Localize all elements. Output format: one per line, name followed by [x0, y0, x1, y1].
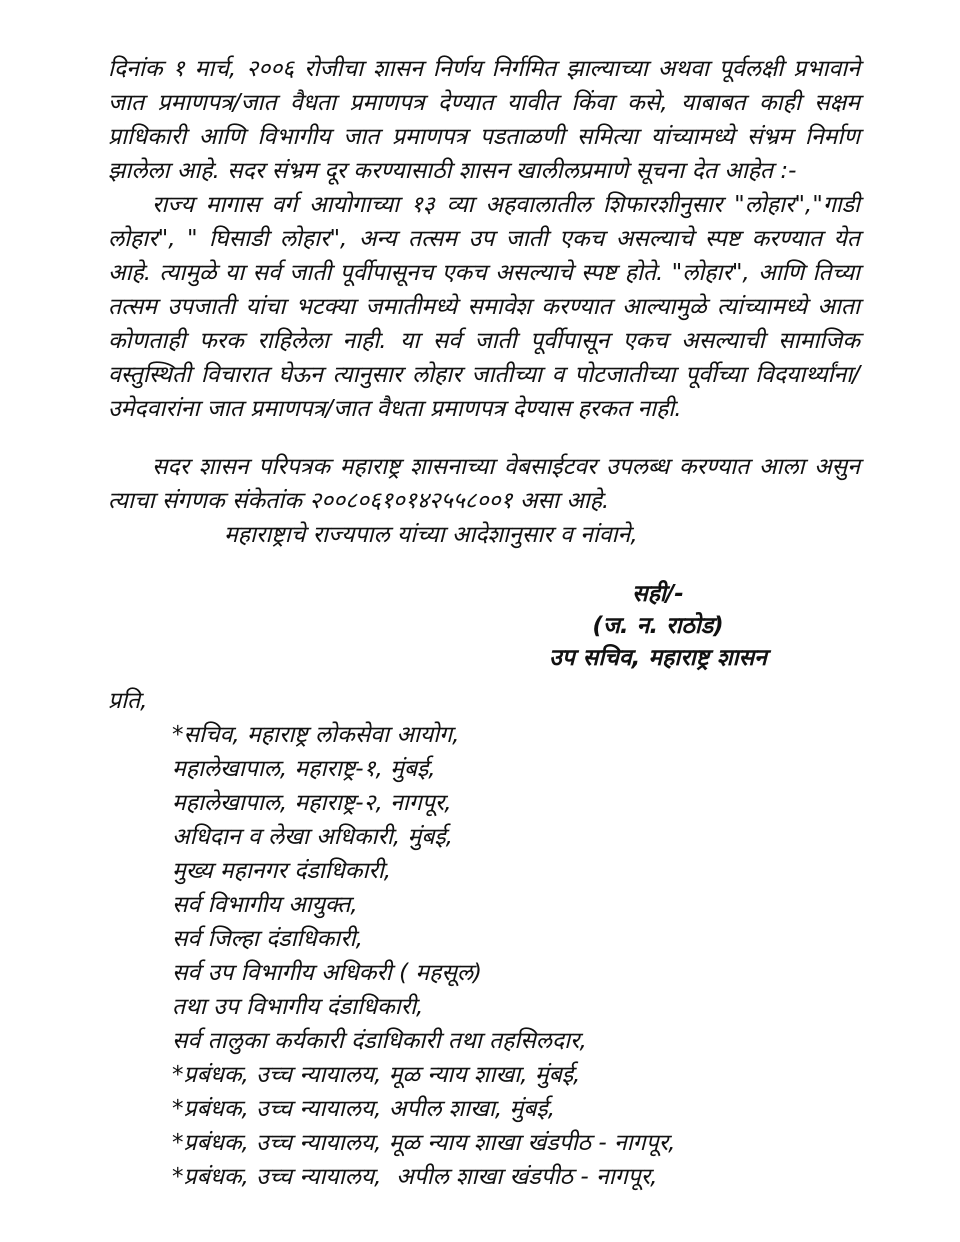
recipient-line: सर्व विभागीय आयुक्त, [172, 892, 358, 918]
copy-to-label: प्रति, [108, 688, 148, 714]
recipient-line: मुख्य महानगर दंडाधिकारी, [172, 858, 392, 884]
recipient-line: सर्व उप विभागीय अधिकरी ( महसूल) [172, 960, 482, 986]
recipient-line: *प्रबंधक, उच्च न्यायालय, मूळ न्याय शाखा खंडपीठ - नागपूर, [172, 1130, 676, 1156]
document-content [108, 52, 860, 1194]
recipient-line: *सचिव, महाराष्ट्र लोकसेवा आयोग, [172, 722, 460, 748]
paragraph-website-reference: सदर शासन परिपत्रक महाराष्ट्र शासनाच्या वेबसाईटवर उपलब्ध करण्यात आला असुन त्याचा संगणक संकेतांक २००८०६१०१४२५५८००१ असा आहे. [108, 454, 860, 514]
recipient-line: *प्रबंधक, उच्च न्यायालय, अपील शाखा, मुंबई, [172, 1096, 556, 1122]
recipient-line: महालेखापाल, महाराष्ट्र-२, नागपूर, [172, 790, 452, 816]
recipient-line: *प्रबंधक, उच्च न्यायालय, अपील शाखा खंडपीठ - नागपूर, [172, 1164, 658, 1190]
signature-signed-label: सही/- [632, 581, 684, 607]
recipient-line: अधिदान व लेखा अधिकारी, मुंबई, [172, 824, 453, 850]
recipient-line: सर्व तालुका कर्यकारी दंडाधिकारी तथा तहसिलदार, [172, 1028, 587, 1054]
recipient-line: महालेखापाल, महाराष्ट्र-१, मुंबई, [172, 756, 436, 782]
paragraph-clarification-intro: दिनांक १ मार्च, २००६ रोजीचा शासन निर्णय निर्गमित झाल्याच्या अथवा पूर्वलक्षी प्रभावाने जात प्रमाणपत्र/जात वैधता प्रमाणपत्र देण्यात यावीत किंवा कसे, याबाबत काही सक्षम प्राधिकारी आणि विभागीय जात प्रमाणपत्र पडताळणी समित्या यांच्यामध्ये संभ्रम निर्माण झालेला आहे. सदर संभ्रम दूर करण्यासाठी शासन खालीलप्रमाणे सूचना देत आहेत :- [108, 56, 860, 184]
recipient-line: सर्व जिल्हा दंडाधिकारी, [172, 926, 363, 952]
signature-designation: उप सचिव, महाराष्ट्र शासन [549, 645, 767, 671]
recipient-list [108, 718, 860, 1194]
recipient-line: *प्रबंधक, उच्च न्यायालय, मूळ न्याय शाखा, मुंबई, [172, 1062, 581, 1088]
recipient-line: तथा उप विभागीय दंडाधिकारी, [172, 994, 424, 1020]
signature-block [528, 578, 788, 674]
signature-name: (ज. न. राठोड) [592, 613, 724, 639]
paragraph-commission-recommendation: राज्य मागास वर्ग आयोगाच्या १३ व्या अहवालातील शिफारशीनुसार "लोहार","गाडी लोहार", " घिसाडी लोहार", अन्य तत्सम उप जाती एकच असल्याचे स्पष्ट करण्यात येत आहे. त्यामुळे या सर्व जाती पूर्वीपासूनच एकच असल्याचे स्पष्ट होते. "लोहार", आणि तिच्या तत्सम उपजाती यांचा भटक्या जमातीमध्ये समावेश करण्यात आल्यामुळे त्यांच्यामध्ये आता कोणताही फरक राहिलेला नाही. या सर्व जाती पूर्वीपासून एकच असल्याची सामाजिक वस्तुस्थिती विचारात घेऊन त्यानुसार लोहार जातीच्या व पोटजातीच्या पूर्वीच्या विदयार्थ्यांना/उमेदवारांना जात प्रमाणपत्र/जात वैधता प्रमाणपत्र देण्यास हरकत नाही. [108, 192, 860, 422]
governor-order-line: महाराष्ट्राचे राज्यपाल यांच्या आदेशानुसार व नांवाने, [224, 522, 638, 548]
